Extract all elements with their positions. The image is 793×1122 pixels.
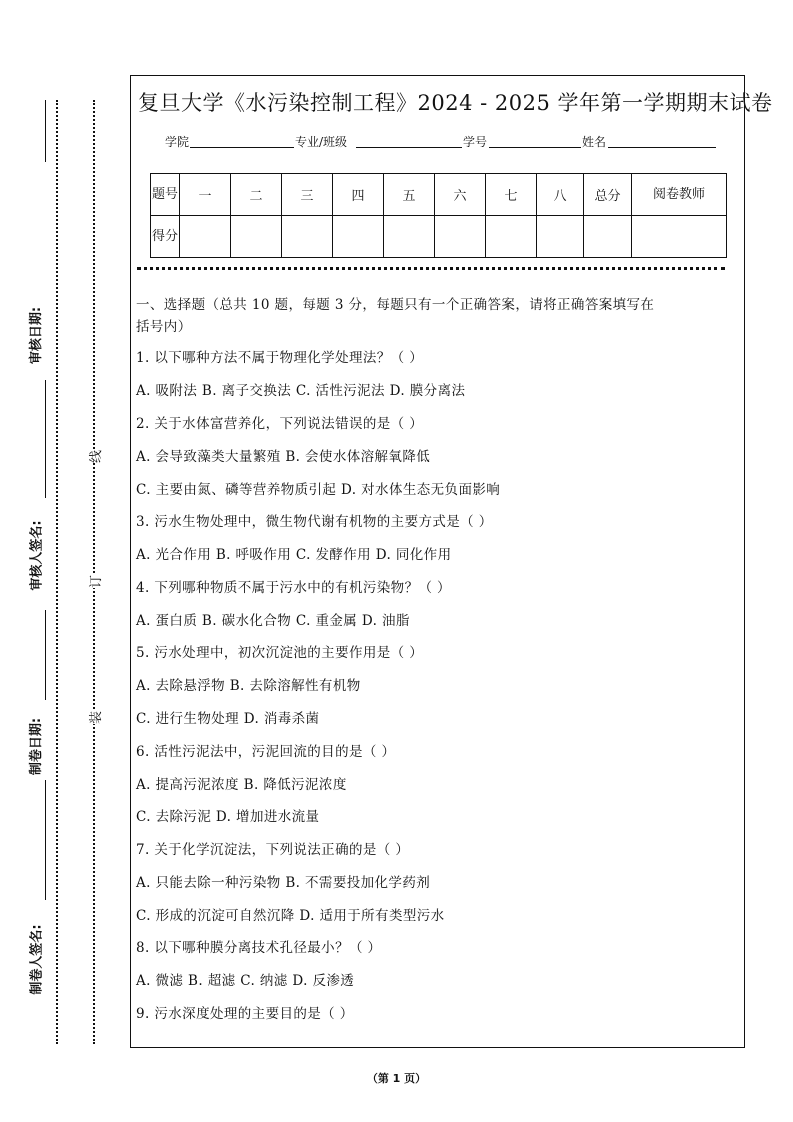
score-header: 五 [384,174,435,216]
compile-date-label: 制卷日期: [29,717,45,776]
score-header-total: 总分 [584,174,632,216]
student-id-label: 学号 [463,135,488,149]
score-cell-total[interactable] [584,216,632,258]
score-header: 七 [486,174,537,216]
major-label: 专业/班级 [295,135,348,149]
score-table [150,173,727,258]
question-line: 4. 下列哪种物质不属于污水中的有机污染物？（ ） [136,580,451,596]
score-header: 四 [333,174,384,216]
option-line: A. 去除悬浮物 B. 去除溶解性有机物 [136,678,361,694]
section-heading: 一、选择题（总共 10 题，每题 3 分，每题只有一个正确答案，请将正确答案填写在 [136,297,655,313]
score-cell[interactable] [435,216,486,258]
option-line: C. 形成的沉淀可自然沉降 D. 适用于所有类型污水 [136,908,445,924]
binding-order-char: 订 [85,575,104,588]
review-date-label: 审核日期: [29,306,45,365]
binding-dotted-line [56,100,58,1044]
score-cell-reviewer[interactable] [632,216,727,258]
reviewer-sign-label: 审核人签名: [29,520,45,591]
binding-line-char: 线 [85,450,104,463]
page-footer: （第 1 页） [366,1072,427,1085]
question-line: 2. 关于水体富营养化，下列说法错误的是（ ） [136,416,424,432]
score-header: 八 [537,174,584,216]
option-line: A. 光合作用 B. 呼吸作用 C. 发酵作用 D. 同化作用 [136,547,452,563]
score-cell[interactable] [282,216,333,258]
score-cell[interactable] [384,216,435,258]
score-header: 三 [282,174,333,216]
major-field[interactable] [356,147,462,148]
option-line: A. 吸附法 B. 离子交换法 C. 活性污泥法 D. 膜分离法 [136,383,466,399]
option-line: A. 只能去除一种污染物 B. 不需要投加化学药剂 [136,875,431,891]
side-signature-line [45,380,46,498]
question-line: 1. 以下哪种方法不属于物理化学处理法？（ ） [136,350,424,366]
option-line: A. 提高污泥浓度 B. 降低污泥浓度 [136,777,347,793]
score-header: 一 [180,174,231,216]
score-cell[interactable] [486,216,537,258]
college-label: 学院 [165,135,190,149]
score-header: 六 [435,174,486,216]
name-field[interactable] [608,147,716,148]
option-line: C. 进行生物处理 D. 消毒杀菌 [136,711,320,727]
student-id-field[interactable] [489,147,581,148]
option-line: A. 会导致藻类大量繁殖 B. 会使水体溶解氧降低 [136,449,431,465]
binding-bind-char: 装 [85,711,104,724]
reviewer-header: 阅卷教师 [632,174,727,216]
question-line: 9. 污水深度处理的主要目的是（ ） [136,1006,354,1022]
question-line: 5. 污水处理中，初次沉淀池的主要作用是（ ） [136,645,424,661]
side-signature-line [45,100,46,162]
question-line: 7. 关于化学沉淀法，下列说法正确的是（ ） [136,842,410,858]
binding-dotted-line [93,100,95,1044]
score-cell[interactable] [231,216,282,258]
dotted-separator [137,267,725,270]
page-title: 复旦大学《水污染控制工程》2024 - 2025 学年第一学期期末试卷 [138,91,773,115]
score-cell[interactable] [180,216,231,258]
option-line: A. 微滤 B. 超滤 C. 纳滤 D. 反渗透 [136,973,355,989]
score-cell[interactable] [333,216,384,258]
row-label-question: 题号 [151,174,180,216]
score-cell[interactable] [537,216,584,258]
question-line: 6. 活性污泥法中，污泥回流的目的是（ ） [136,744,396,760]
college-field[interactable] [190,147,294,148]
side-signature-line [45,610,46,700]
question-line: 8. 以下哪种膜分离技术孔径最小？（ ） [136,940,382,956]
question-line: 3. 污水生物处理中，微生物代谢有机物的主要方式是（ ） [136,514,493,530]
name-label: 姓名 [582,135,607,149]
score-header: 二 [231,174,282,216]
option-line: A. 蛋白质 B. 碳水化合物 C. 重金属 D. 油脂 [136,613,410,629]
option-line: C. 主要由氮、磷等营养物质引起 D. 对水体生态无负面影响 [136,482,501,498]
side-signature-line [45,780,46,900]
option-line: C. 去除污泥 D. 增加进水流量 [136,809,320,825]
compiler-sign-label: 制卷人签名: [29,924,45,995]
row-label-score: 得分 [151,216,180,258]
section-heading-cont: 括号内） [136,319,192,335]
